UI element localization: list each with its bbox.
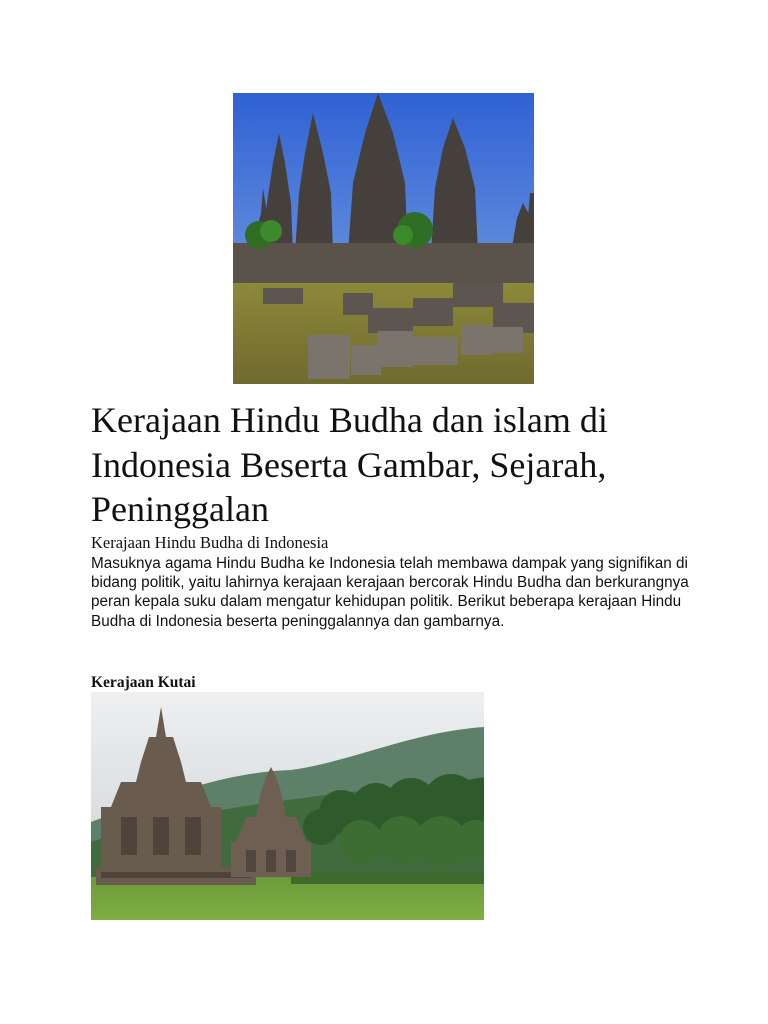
- temple-in-hills-photo: [91, 692, 484, 920]
- intro-paragraph: Masuknya agama Hindu Budha ke Indonesia telah membawa dampak yang signifikan di bidang politik, yaitu lahirnya kerajaan kerajaan bercorak Hindu Budha dan berkurangnya peran kepala suku dalam mengatur kehidupan politik. Berikut beberapa kerajaan Hindu Budha di Indonesia beserta peninggalannya dan gambarnya.: [91, 555, 689, 630]
- page-title: Kerajaan Hindu Budha dan islam di Indonesia Beserta Gambar, Sejarah, Peninggalan: [91, 400, 608, 529]
- section-heading: Kerajaan Kutai: [91, 674, 196, 691]
- temple-spires-illustration: [233, 93, 534, 384]
- temple-spires-photo: [233, 93, 534, 384]
- subtitle: Kerajaan Hindu Budha di Indonesia: [91, 533, 329, 552]
- temple-hills-illustration: [91, 692, 484, 920]
